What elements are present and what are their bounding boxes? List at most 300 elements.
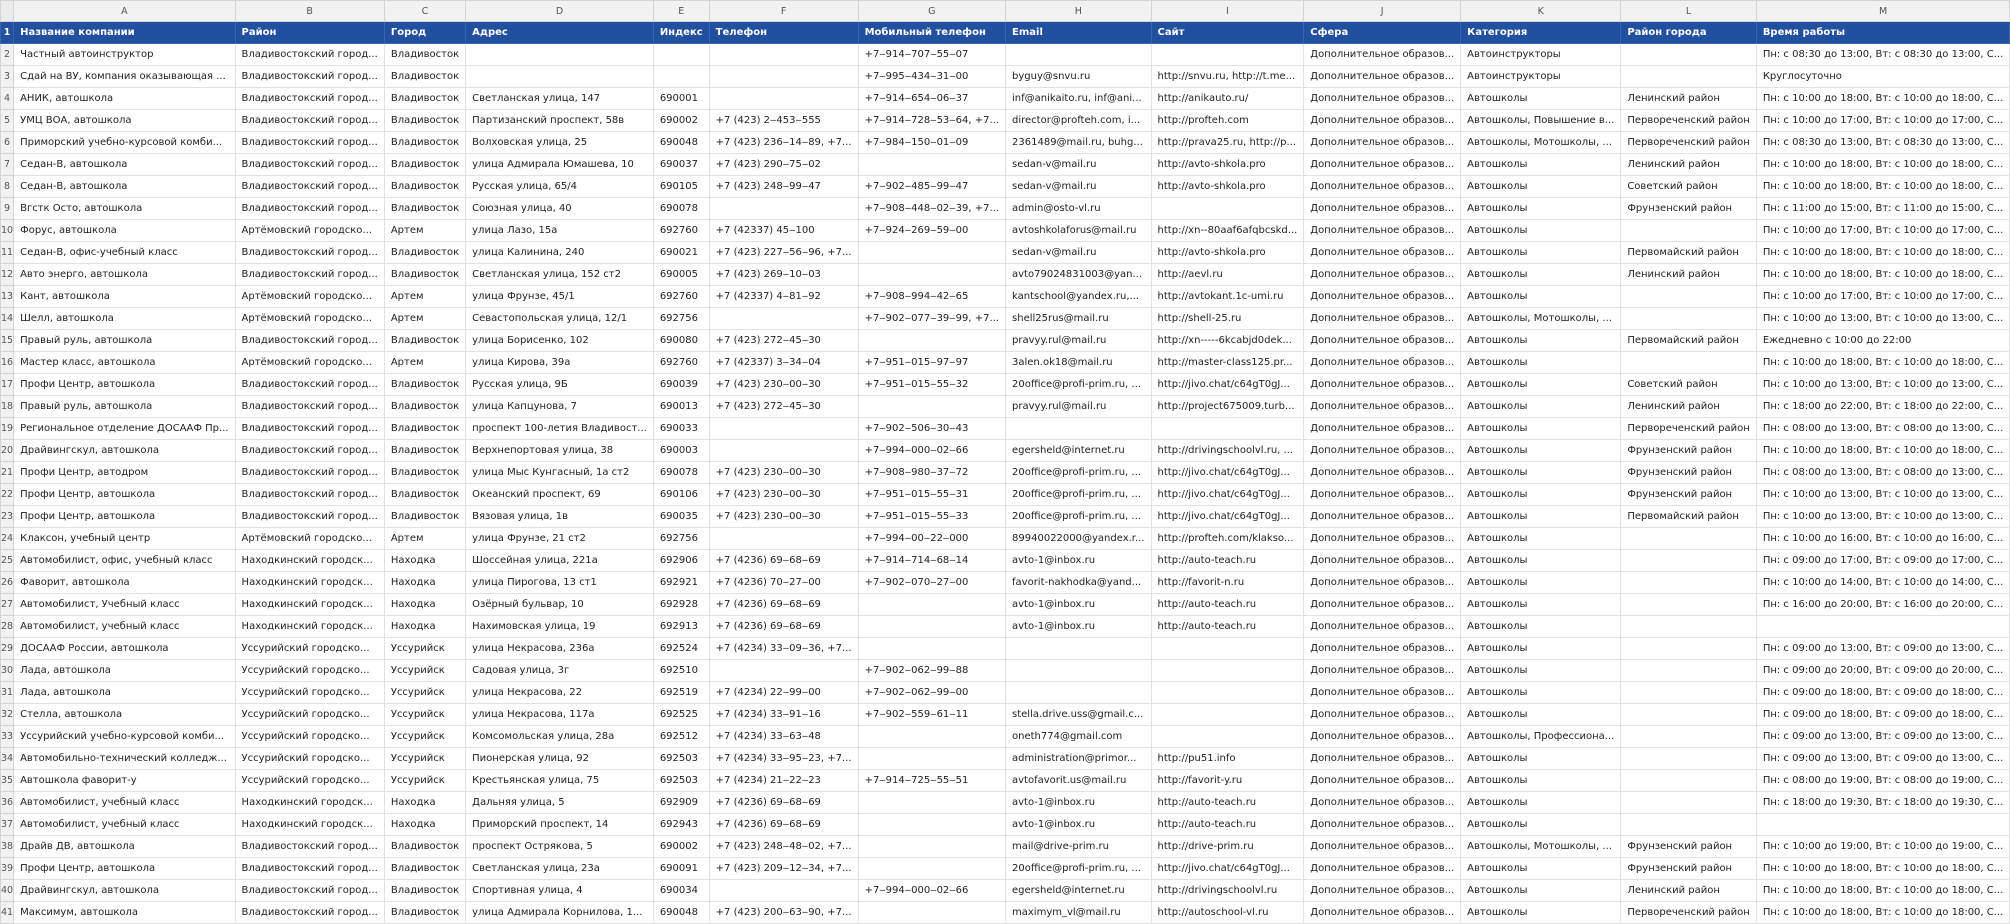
table-cell[interactable]: 690091 — [653, 858, 709, 880]
table-cell[interactable]: director@profteh.com, i... — [1006, 110, 1152, 132]
table-cell[interactable]: Мастер класс, автошкола — [14, 352, 235, 374]
table-cell[interactable]: Русская улица, 65/4 — [466, 176, 654, 198]
table-cell[interactable]: Владивостокский город... — [235, 836, 384, 858]
table-cell[interactable]: 692913 — [653, 616, 709, 638]
table-cell[interactable]: Пн: с 10:00 до 18:00, Вт: с 10:00 до 18:00, С... — [1756, 242, 2009, 264]
table-cell[interactable]: Владивосток — [384, 462, 465, 484]
table-cell[interactable] — [1621, 528, 1756, 550]
table-cell[interactable]: Дополнительное образов... — [1304, 528, 1461, 550]
table-cell[interactable]: http://avto-shkola.pro — [1151, 176, 1304, 198]
table-cell[interactable] — [1151, 418, 1304, 440]
table-cell[interactable]: Максимум, автошкола — [14, 902, 235, 924]
table-cell[interactable]: http://pu51.info — [1151, 748, 1304, 770]
row-number[interactable]: 9 — [1, 198, 14, 220]
table-cell[interactable]: +7‒914‒725‒55‒51 — [858, 770, 1005, 792]
table-cell[interactable]: Пн: с 10:00 до 18:00, Вт: с 10:00 до 18:00, С... — [1756, 154, 2009, 176]
table-cell[interactable]: Владивостокский город... — [235, 374, 384, 396]
table-cell[interactable]: +7 (423) 230‒00‒30 — [709, 462, 858, 484]
table-cell[interactable]: 20office@profi-prim.ru, ... — [1006, 374, 1152, 396]
table-cell[interactable]: Фрунзенский район — [1621, 462, 1756, 484]
table-cell[interactable]: +7 (423) 230‒00‒30 — [709, 484, 858, 506]
table-cell[interactable]: Стелла, автошкола — [14, 704, 235, 726]
table-cell[interactable]: +7 (4234) 21‒22‒23 — [709, 770, 858, 792]
table-cell[interactable]: Владивосток — [384, 154, 465, 176]
table-cell[interactable]: улица Кирова, 39а — [466, 352, 654, 374]
table-cell[interactable]: Дополнительное образов... — [1304, 440, 1461, 462]
table-cell[interactable]: http://anikauto.ru/ — [1151, 88, 1304, 110]
table-cell[interactable]: Автошколы — [1461, 374, 1621, 396]
table-cell[interactable]: Автомобилист, учебный класс — [14, 814, 235, 836]
table-cell[interactable]: Пн: с 10:00 до 17:00, Вт: с 10:00 до 17:00, С... — [1756, 110, 2009, 132]
table-cell[interactable]: 692943 — [653, 814, 709, 836]
table-cell[interactable]: avto79024831003@yan... — [1006, 264, 1152, 286]
table-cell[interactable]: Пн: с 10:00 до 17:00, Вт: с 10:00 до 17:00, С... — [1756, 286, 2009, 308]
table-cell[interactable]: 690021 — [653, 242, 709, 264]
table-cell[interactable]: +7‒914‒707‒55‒07 — [858, 44, 1005, 66]
table-cell[interactable] — [858, 814, 1005, 836]
table-cell[interactable]: Пн: с 10:00 до 13:00, Вт: с 10:00 до 13:00, С... — [1756, 484, 2009, 506]
table-cell[interactable]: Уссурийск — [384, 660, 465, 682]
table-cell[interactable] — [1621, 726, 1756, 748]
table-cell[interactable]: byguy@snvu.ru — [1006, 66, 1152, 88]
table-cell[interactable]: Артёмовский городско... — [235, 528, 384, 550]
table-cell[interactable]: Садовая улица, 3г — [466, 660, 654, 682]
table-cell[interactable] — [1621, 220, 1756, 242]
table-cell[interactable]: Первомайский район — [1621, 506, 1756, 528]
table-cell[interactable]: Шелл, автошкола — [14, 308, 235, 330]
table-cell[interactable]: Владивосток — [384, 88, 465, 110]
table-cell[interactable]: Владивостокский город... — [235, 44, 384, 66]
table-cell[interactable]: Дополнительное образов... — [1304, 484, 1461, 506]
table-cell[interactable]: +7 (42337) 3‒34‒04 — [709, 352, 858, 374]
table-cell[interactable]: Ежедневно с 10:00 до 22:00 — [1756, 330, 2009, 352]
table-cell[interactable]: Пн: с 09:00 до 17:00, Вт: с 09:00 до 17:00, С... — [1756, 550, 2009, 572]
table-cell[interactable] — [1621, 616, 1756, 638]
table-cell[interactable]: Пн: с 10:00 до 14:00, Вт: с 10:00 до 14:00, С... — [1756, 572, 2009, 594]
table-cell[interactable]: Региональное отделение ДОСААФ Пр... — [14, 418, 235, 440]
table-cell[interactable]: Пн: с 10:00 до 18:00, Вт: с 10:00 до 18:00, С... — [1756, 858, 2009, 880]
table-cell[interactable]: 692756 — [653, 528, 709, 550]
table-cell[interactable] — [1621, 814, 1756, 836]
table-cell[interactable]: Артем — [384, 308, 465, 330]
table-cell[interactable]: http://jivo.chat/c64gT0gJ... — [1151, 858, 1304, 880]
table-cell[interactable]: admin@osto-vl.ru — [1006, 198, 1152, 220]
table-cell[interactable]: улица Калинина, 240 — [466, 242, 654, 264]
table-cell[interactable]: 20office@profi-prim.ru, ... — [1006, 484, 1152, 506]
table-cell[interactable]: Фаворит, автошкола — [14, 572, 235, 594]
table-cell[interactable] — [1621, 308, 1756, 330]
table-cell[interactable]: Артёмовский городско... — [235, 286, 384, 308]
column-letter-header[interactable]: I — [1151, 1, 1304, 22]
table-cell[interactable]: http://auto-teach.ru — [1151, 814, 1304, 836]
table-cell[interactable]: Правый руль, автошкола — [14, 330, 235, 352]
table-cell[interactable]: Автошколы — [1461, 682, 1621, 704]
table-cell[interactable]: Автоинструкторы — [1461, 44, 1621, 66]
table-cell[interactable]: Дополнительное образов... — [1304, 220, 1461, 242]
table-cell[interactable]: Владивосток — [384, 176, 465, 198]
table-cell[interactable]: +7 (423) 236‒14‒89, +7... — [709, 132, 858, 154]
row-number[interactable]: 13 — [1, 286, 14, 308]
table-cell[interactable]: Владивосток — [384, 506, 465, 528]
table-cell[interactable]: +7‒924‒269‒59‒00 — [858, 220, 1005, 242]
table-cell[interactable]: Владивостокский город... — [235, 132, 384, 154]
table-cell[interactable]: Пн: с 09:00 до 18:00, Вт: с 09:00 до 18:00, С... — [1756, 682, 2009, 704]
table-cell[interactable]: 692906 — [653, 550, 709, 572]
table-cell[interactable]: Автошколы — [1461, 550, 1621, 572]
table-cell[interactable]: Уссурийск — [384, 726, 465, 748]
table-cell[interactable]: Круглосуточно — [1756, 66, 2009, 88]
row-number[interactable]: 24 — [1, 528, 14, 550]
table-cell[interactable]: http://avtokant.1c-umi.ru — [1151, 286, 1304, 308]
table-cell[interactable]: Пн: с 10:00 до 18:00, Вт: с 10:00 до 18:00, С... — [1756, 880, 2009, 902]
table-cell[interactable]: 690106 — [653, 484, 709, 506]
table-cell[interactable]: http://jivo.chat/c64gT0gJ... — [1151, 374, 1304, 396]
table-cell[interactable]: Партизанский проспект, 58в — [466, 110, 654, 132]
table-cell[interactable]: http://favorit-n.ru — [1151, 572, 1304, 594]
row-number[interactable]: 37 — [1, 814, 14, 836]
table-cell[interactable]: 692756 — [653, 308, 709, 330]
table-cell[interactable]: +7 (423) 230‒00‒30 — [709, 374, 858, 396]
table-cell[interactable]: Уссурийский городско... — [235, 770, 384, 792]
table-cell[interactable]: Дополнительное образов... — [1304, 836, 1461, 858]
table-cell[interactable]: Владивосток — [384, 110, 465, 132]
table-cell[interactable]: Владивостокский город... — [235, 264, 384, 286]
table-cell[interactable]: +7‒902‒070‒27‒00 — [858, 572, 1005, 594]
table-cell[interactable]: Ленинский район — [1621, 154, 1756, 176]
table-cell[interactable]: +7‒914‒728‒53‒64, +7... — [858, 110, 1005, 132]
table-cell[interactable]: Уссурийский городско... — [235, 748, 384, 770]
table-cell[interactable]: 692760 — [653, 220, 709, 242]
column-letter-header[interactable]: L — [1621, 1, 1756, 22]
row-number[interactable]: 17 — [1, 374, 14, 396]
table-cell[interactable]: Автомобилист, офис, учебный класс — [14, 550, 235, 572]
table-cell[interactable]: Автошколы — [1461, 572, 1621, 594]
table-cell[interactable] — [1621, 44, 1756, 66]
table-cell[interactable]: Дополнительное образов... — [1304, 572, 1461, 594]
table-cell[interactable]: Пн: с 10:00 до 13:00, Вт: с 10:00 до 13:00, С... — [1756, 308, 2009, 330]
table-cell[interactable]: Владивостокский город... — [235, 154, 384, 176]
table-cell[interactable] — [1151, 660, 1304, 682]
table-cell[interactable]: Дополнительное образов... — [1304, 770, 1461, 792]
table-cell[interactable]: 690013 — [653, 396, 709, 418]
table-cell[interactable]: 690033 — [653, 418, 709, 440]
table-cell[interactable]: Владивостокский город... — [235, 330, 384, 352]
table-cell[interactable]: Владивосток — [384, 374, 465, 396]
table-cell[interactable]: Советский район — [1621, 176, 1756, 198]
row-number[interactable]: 21 — [1, 462, 14, 484]
row-number[interactable]: 6 — [1, 132, 14, 154]
table-cell[interactable]: Пн: с 10:00 до 18:00, Вт: с 10:00 до 18:00, С... — [1756, 88, 2009, 110]
table-cell[interactable]: Владивосток — [384, 396, 465, 418]
table-cell[interactable] — [858, 396, 1005, 418]
table-cell[interactable]: 3alen.ok18@mail.ru — [1006, 352, 1152, 374]
table-cell[interactable]: Дополнительное образов... — [1304, 550, 1461, 572]
table-cell[interactable] — [1006, 44, 1152, 66]
table-cell[interactable]: 690039 — [653, 374, 709, 396]
table-cell[interactable]: http://project675009.turb... — [1151, 396, 1304, 418]
table-cell[interactable]: Владивосток — [384, 330, 465, 352]
table-cell[interactable]: Советский район — [1621, 374, 1756, 396]
table-cell[interactable]: +7 (4236) 70‒27‒00 — [709, 572, 858, 594]
table-cell[interactable]: Первореченский район — [1621, 902, 1756, 924]
table-cell[interactable] — [709, 88, 858, 110]
table-cell[interactable]: Севастопольская улица, 12/1 — [466, 308, 654, 330]
table-cell[interactable]: http://auto-teach.ru — [1151, 616, 1304, 638]
table-cell[interactable]: pravyy.rul@mail.ru — [1006, 396, 1152, 418]
table-cell[interactable]: Дополнительное образов... — [1304, 880, 1461, 902]
table-cell[interactable]: Приморский учебно-курсовой комби... — [14, 132, 235, 154]
table-cell[interactable]: Профи Центр, автошкола — [14, 858, 235, 880]
table-cell[interactable]: Владивостокский город... — [235, 418, 384, 440]
table-cell[interactable]: 690048 — [653, 132, 709, 154]
table-cell[interactable]: +7 (423) 227‒56‒96, +7... — [709, 242, 858, 264]
table-cell[interactable]: Дополнительное образов... — [1304, 198, 1461, 220]
table-cell[interactable]: Находкинский городск... — [235, 550, 384, 572]
table-cell[interactable] — [709, 308, 858, 330]
table-cell[interactable]: Правый руль, автошкола — [14, 396, 235, 418]
table-cell[interactable]: mail@drive-prim.ru — [1006, 836, 1152, 858]
row-number[interactable]: 16 — [1, 352, 14, 374]
table-cell[interactable]: улица Фрунзе, 21 ст2 — [466, 528, 654, 550]
table-cell[interactable] — [858, 792, 1005, 814]
header-cell[interactable]: Время работы — [1756, 22, 2009, 44]
table-cell[interactable] — [1621, 550, 1756, 572]
table-cell[interactable]: улица Мыс Кунгасный, 1а ст2 — [466, 462, 654, 484]
row-number[interactable]: 26 — [1, 572, 14, 594]
header-cell[interactable]: Категория — [1461, 22, 1621, 44]
table-cell[interactable]: Находкинский городск... — [235, 814, 384, 836]
table-cell[interactable]: Уссурийский городско... — [235, 682, 384, 704]
table-cell[interactable] — [709, 418, 858, 440]
table-cell[interactable]: Дополнительное образов... — [1304, 176, 1461, 198]
table-cell[interactable]: Автошколы — [1461, 462, 1621, 484]
row-number[interactable]: 34 — [1, 748, 14, 770]
table-cell[interactable]: Автошколы — [1461, 616, 1621, 638]
table-cell[interactable]: Находка — [384, 792, 465, 814]
table-cell[interactable]: Уссурийск — [384, 748, 465, 770]
table-cell[interactable]: Автошколы — [1461, 418, 1621, 440]
table-cell[interactable]: Владивостокский город... — [235, 440, 384, 462]
table-cell[interactable]: Лада, автошкола — [14, 682, 235, 704]
table-cell[interactable]: +7‒994‒000‒02‒66 — [858, 440, 1005, 462]
row-number[interactable]: 39 — [1, 858, 14, 880]
column-letter-header[interactable]: K — [1461, 1, 1621, 22]
table-cell[interactable]: Автошколы — [1461, 528, 1621, 550]
table-cell[interactable]: Находкинский городск... — [235, 792, 384, 814]
table-cell[interactable] — [1006, 638, 1152, 660]
table-cell[interactable]: http://auto-teach.ru — [1151, 550, 1304, 572]
table-cell[interactable]: +7 (423) 248‒99‒47 — [709, 176, 858, 198]
table-cell[interactable]: +7 (4236) 69‒68‒69 — [709, 814, 858, 836]
table-cell[interactable]: Уссурийск — [384, 704, 465, 726]
table-cell[interactable]: Седан-В, автошкола — [14, 176, 235, 198]
table-cell[interactable]: Пн: с 18:00 до 19:30, Вт: с 18:00 до 19:30, С... — [1756, 792, 2009, 814]
table-cell[interactable]: 690078 — [653, 198, 709, 220]
row-number[interactable]: 10 — [1, 220, 14, 242]
table-cell[interactable]: Дополнительное образов... — [1304, 748, 1461, 770]
table-cell[interactable]: http://avto-shkola.pro — [1151, 242, 1304, 264]
table-cell[interactable] — [1621, 638, 1756, 660]
table-cell[interactable] — [1621, 594, 1756, 616]
table-cell[interactable]: +7 (4236) 69‒68‒69 — [709, 594, 858, 616]
table-cell[interactable]: Артем — [384, 352, 465, 374]
table-cell[interactable]: улица Борисенко, 102 — [466, 330, 654, 352]
table-cell[interactable]: Дополнительное образов... — [1304, 66, 1461, 88]
table-cell[interactable]: Первореченский район — [1621, 110, 1756, 132]
table-cell[interactable]: avto-1@inbox.ru — [1006, 792, 1152, 814]
table-cell[interactable]: Владивосток — [384, 440, 465, 462]
table-cell[interactable]: Дополнительное образов... — [1304, 374, 1461, 396]
table-cell[interactable]: Пн: с 11:00 до 15:00, Вт: с 11:00 до 15:00, С... — [1756, 198, 2009, 220]
table-cell[interactable]: Дополнительное образов... — [1304, 44, 1461, 66]
table-cell[interactable]: Дополнительное образов... — [1304, 88, 1461, 110]
table-cell[interactable]: Пн: с 08:00 до 19:00, Вт: с 08:00 до 19:00, С... — [1756, 770, 2009, 792]
table-cell[interactable]: Комсомольская улица, 28а — [466, 726, 654, 748]
table-cell[interactable]: Владивосток — [384, 132, 465, 154]
table-cell[interactable]: Владивосток — [384, 902, 465, 924]
table-cell[interactable]: 690035 — [653, 506, 709, 528]
table-cell[interactable]: Пн: с 08:30 до 13:00, Вт: с 08:30 до 13:00, С... — [1756, 44, 2009, 66]
table-cell[interactable]: Автомобильно-технический колледж... — [14, 748, 235, 770]
table-cell[interactable]: 692921 — [653, 572, 709, 594]
table-cell[interactable]: http://jivo.chat/c64gT0gJ... — [1151, 484, 1304, 506]
table-cell[interactable]: +7‒902‒485‒99‒47 — [858, 176, 1005, 198]
table-cell[interactable]: Пн: с 10:00 до 13:00, Вт: с 10:00 до 13:00, С... — [1756, 506, 2009, 528]
table-cell[interactable]: Находка — [384, 616, 465, 638]
table-cell[interactable]: Автошколы — [1461, 704, 1621, 726]
table-cell[interactable]: 690048 — [653, 902, 709, 924]
table-cell[interactable]: Верхнепортовая улица, 38 — [466, 440, 654, 462]
table-cell[interactable]: Пн: с 09:00 до 13:00, Вт: с 09:00 до 13:00, С... — [1756, 726, 2009, 748]
table-cell[interactable]: sedan-v@mail.ru — [1006, 176, 1152, 198]
table-cell[interactable] — [1756, 814, 2009, 836]
table-cell[interactable]: Автошколы — [1461, 286, 1621, 308]
table-cell[interactable]: 690002 — [653, 836, 709, 858]
table-cell[interactable]: 690078 — [653, 462, 709, 484]
table-cell[interactable]: Дополнительное образов... — [1304, 660, 1461, 682]
table-cell[interactable]: Крестьянская улица, 75 — [466, 770, 654, 792]
table-cell[interactable]: Дополнительное образов... — [1304, 594, 1461, 616]
table-cell[interactable]: 690005 — [653, 264, 709, 286]
table-cell[interactable]: +7‒908‒448‒02‒39, +7... — [858, 198, 1005, 220]
table-cell[interactable]: Автомобилист, Учебный класс — [14, 594, 235, 616]
table-cell[interactable]: administration@primor... — [1006, 748, 1152, 770]
table-cell[interactable]: avto-1@inbox.ru — [1006, 550, 1152, 572]
table-cell[interactable] — [1006, 418, 1152, 440]
table-cell[interactable]: Автошколы — [1461, 154, 1621, 176]
table-cell[interactable]: +7‒914‒714‒68‒14 — [858, 550, 1005, 572]
table-cell[interactable]: Дополнительное образов... — [1304, 110, 1461, 132]
table-cell[interactable]: +7‒902‒062‒99‒00 — [858, 682, 1005, 704]
table-cell[interactable]: улица Адмирала Корнилова, 1... — [466, 902, 654, 924]
table-cell[interactable]: +7‒951‒015‒55‒33 — [858, 506, 1005, 528]
table-cell[interactable]: Первореченский район — [1621, 132, 1756, 154]
table-cell[interactable] — [1621, 704, 1756, 726]
header-cell[interactable]: Сфера — [1304, 22, 1461, 44]
table-cell[interactable]: Владивосток — [384, 44, 465, 66]
table-cell[interactable]: +7‒951‒015‒55‒31 — [858, 484, 1005, 506]
row-number[interactable]: 3 — [1, 66, 14, 88]
table-cell[interactable]: Фрунзенский район — [1621, 198, 1756, 220]
table-cell[interactable]: Дополнительное образов... — [1304, 132, 1461, 154]
table-cell[interactable]: http://profteh.com — [1151, 110, 1304, 132]
table-cell[interactable] — [858, 858, 1005, 880]
table-cell[interactable]: Уссурийский городско... — [235, 704, 384, 726]
table-cell[interactable]: Фрунзенский район — [1621, 858, 1756, 880]
table-cell[interactable] — [653, 44, 709, 66]
header-cell[interactable]: Email — [1006, 22, 1152, 44]
column-letter-header[interactable]: E — [653, 1, 709, 22]
table-cell[interactable]: Седан-В, автошкола — [14, 154, 235, 176]
header-cell[interactable]: Название компании — [14, 22, 235, 44]
table-cell[interactable]: Автошколы, Мотошколы, ... — [1461, 308, 1621, 330]
table-cell[interactable] — [709, 66, 858, 88]
table-cell[interactable]: проспект Острякова, 5 — [466, 836, 654, 858]
table-cell[interactable] — [1006, 682, 1152, 704]
table-cell[interactable] — [709, 880, 858, 902]
table-cell[interactable]: +7 (4236) 69‒68‒69 — [709, 550, 858, 572]
table-cell[interactable]: avto-1@inbox.ru — [1006, 814, 1152, 836]
row-number[interactable]: 5 — [1, 110, 14, 132]
table-cell[interactable]: Владивостокский город... — [235, 484, 384, 506]
table-cell[interactable]: Дополнительное образов... — [1304, 704, 1461, 726]
table-cell[interactable]: Уссурийский учебно-курсовой комби... — [14, 726, 235, 748]
table-cell[interactable]: Автошколы — [1461, 242, 1621, 264]
row-number[interactable]: 23 — [1, 506, 14, 528]
table-cell[interactable]: Владивосток — [384, 264, 465, 286]
table-cell[interactable]: Автошколы — [1461, 660, 1621, 682]
row-number[interactable]: 36 — [1, 792, 14, 814]
table-cell[interactable]: Клаксон, учебный центр — [14, 528, 235, 550]
table-cell[interactable]: 690080 — [653, 330, 709, 352]
table-cell[interactable]: Седан-В, офис-учебный класс — [14, 242, 235, 264]
table-cell[interactable] — [858, 264, 1005, 286]
table-cell[interactable]: Лада, автошкола — [14, 660, 235, 682]
table-cell[interactable]: Владивостокский город... — [235, 242, 384, 264]
table-cell[interactable] — [858, 330, 1005, 352]
table-cell[interactable]: Автошколы — [1461, 396, 1621, 418]
table-cell[interactable]: Автошколы — [1461, 594, 1621, 616]
table-cell[interactable]: Частный автоинструктор — [14, 44, 235, 66]
table-cell[interactable]: Первомайский район — [1621, 242, 1756, 264]
table-cell[interactable]: Артёмовский городско... — [235, 308, 384, 330]
table-cell[interactable] — [858, 726, 1005, 748]
header-cell[interactable]: Город — [384, 22, 465, 44]
table-cell[interactable]: Дополнительное образов... — [1304, 418, 1461, 440]
table-cell[interactable]: Дополнительное образов... — [1304, 154, 1461, 176]
table-cell[interactable]: Артёмовский городско... — [235, 352, 384, 374]
row-number[interactable]: 1 — [1, 22, 14, 44]
table-cell[interactable]: Владивостокский город... — [235, 198, 384, 220]
table-cell[interactable] — [709, 440, 858, 462]
table-cell[interactable]: Автошколы — [1461, 638, 1621, 660]
table-cell[interactable]: +7‒984‒150‒01‒09 — [858, 132, 1005, 154]
table-cell[interactable]: Дополнительное образов... — [1304, 506, 1461, 528]
table-cell[interactable]: +7 (423) 230‒00‒30 — [709, 506, 858, 528]
table-cell[interactable]: улица Капцунова, 7 — [466, 396, 654, 418]
table-cell[interactable]: 692525 — [653, 704, 709, 726]
table-cell[interactable]: Владивосток — [384, 836, 465, 858]
table-cell[interactable]: Автошколы — [1461, 748, 1621, 770]
header-cell[interactable]: Мобильный телефон — [858, 22, 1005, 44]
table-cell[interactable]: Находка — [384, 814, 465, 836]
table-cell[interactable]: Уссурийский городско... — [235, 660, 384, 682]
table-cell[interactable]: 692503 — [653, 748, 709, 770]
table-cell[interactable]: +7 (4236) 69‒68‒69 — [709, 792, 858, 814]
table-cell[interactable]: http://auto-teach.ru — [1151, 792, 1304, 814]
table-cell[interactable]: http://shell-25.ru — [1151, 308, 1304, 330]
table-cell[interactable]: Владивосток — [384, 242, 465, 264]
